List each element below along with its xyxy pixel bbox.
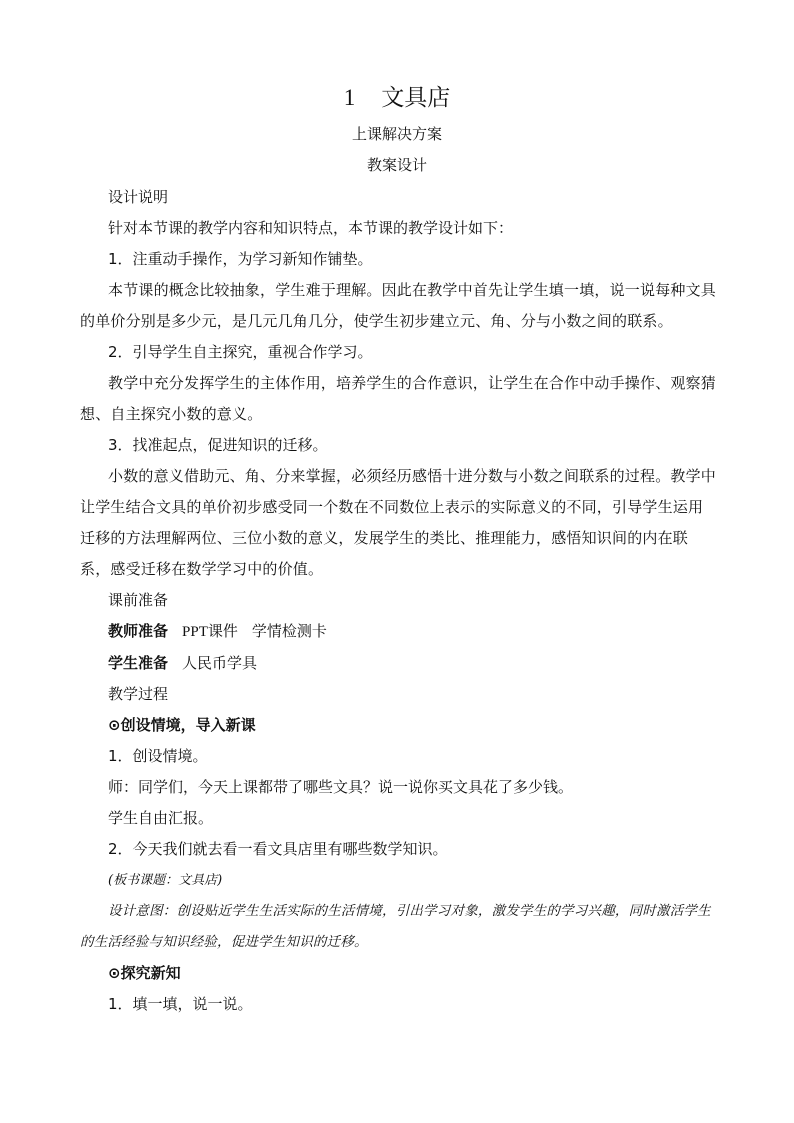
- teacher-prep-label: 教师准备: [108, 622, 169, 640]
- lesson-title-text: 文具店: [381, 85, 451, 111]
- s1-design-intent: 设计意图：创设贴近学生生活实际的生活情境，引出学习对象，激发学生的学习兴趣，同时激活学生的生活经验与知识经验，促进学生知识的迁移。: [80, 903, 711, 950]
- s1-board-note: (板书课题：文具店): [108, 873, 223, 888]
- point2-title: 2．引导学生自主探究，重视合作学习。: [108, 343, 373, 361]
- teacher-prep-item1: PPT课件: [182, 624, 238, 640]
- subtitle-solution: 上课解决方案: [351, 125, 442, 143]
- student-prep-label: 学生准备: [108, 654, 169, 672]
- student-prep: [108, 648, 718, 679]
- s1-step1: 1．创设情境。: [108, 747, 208, 765]
- design-intro: 针对本节课的教学内容和知识特点，本节课的教学设计如下：: [108, 219, 514, 237]
- subtitle-design: 教案设计: [366, 156, 427, 174]
- s1-student-line: 学生自由汇报。: [108, 809, 214, 827]
- teacher-prep: [108, 616, 718, 648]
- point3-title: 3．找准起点，促进知识的迁移。: [108, 436, 328, 454]
- process-label: 教学过程: [108, 685, 169, 703]
- document-body: [80, 182, 718, 1020]
- point2-body: 教学中充分发挥学生的主体作用，培养学生的合作意识，让学生在合作中动手操作、观察猜想、自主探究小数的意义。: [80, 374, 717, 423]
- s1-teacher-line: 师：同学们，今天上课都带了哪些文具？说一说你买文具花了多少钱。: [108, 778, 574, 796]
- prep-label: 课前准备: [108, 591, 169, 609]
- point1-body: 本节课的概念比较抽象，学生难于理解。因此在教学中首先让学生填一填，说一说每种文具的单价分别是多少元，是几元几角几分，使学生初步建立元、角、分与小数之间的联系。: [80, 281, 717, 330]
- point3-body: 小数的意义借助元、角、分来掌握，必须经历感悟十进分数与小数之间联系的过程。教学中让学生结合文具的单价初步感受同一个数在不同数位上表示的实际意义的不同，引导学生运用迁移的方法理解两位、三位小数的意义，发展学生的类比、推理能力，感悟知识间的内在联系，感受迁移在数学学习中的价值。: [80, 467, 717, 578]
- lesson-number: 1: [343, 85, 356, 110]
- section2-title: ⊙探究新知: [108, 964, 181, 982]
- point1-title: 1．注重动手操作，为学习新知作铺垫。: [108, 250, 373, 268]
- lesson-title: [0, 84, 794, 112]
- s2-step1: 1．填一填，说一说。: [108, 995, 253, 1013]
- student-prep-item1: 人民币学具: [182, 654, 258, 672]
- design-label: 设计说明: [108, 188, 169, 206]
- section1-title: ⊙创设情境，导入新课: [108, 716, 256, 734]
- teacher-prep-item2: 学情检测卡: [251, 622, 327, 640]
- s1-step2: 2．今天我们就去看一看文具店里有哪些数学知识。: [108, 840, 448, 858]
